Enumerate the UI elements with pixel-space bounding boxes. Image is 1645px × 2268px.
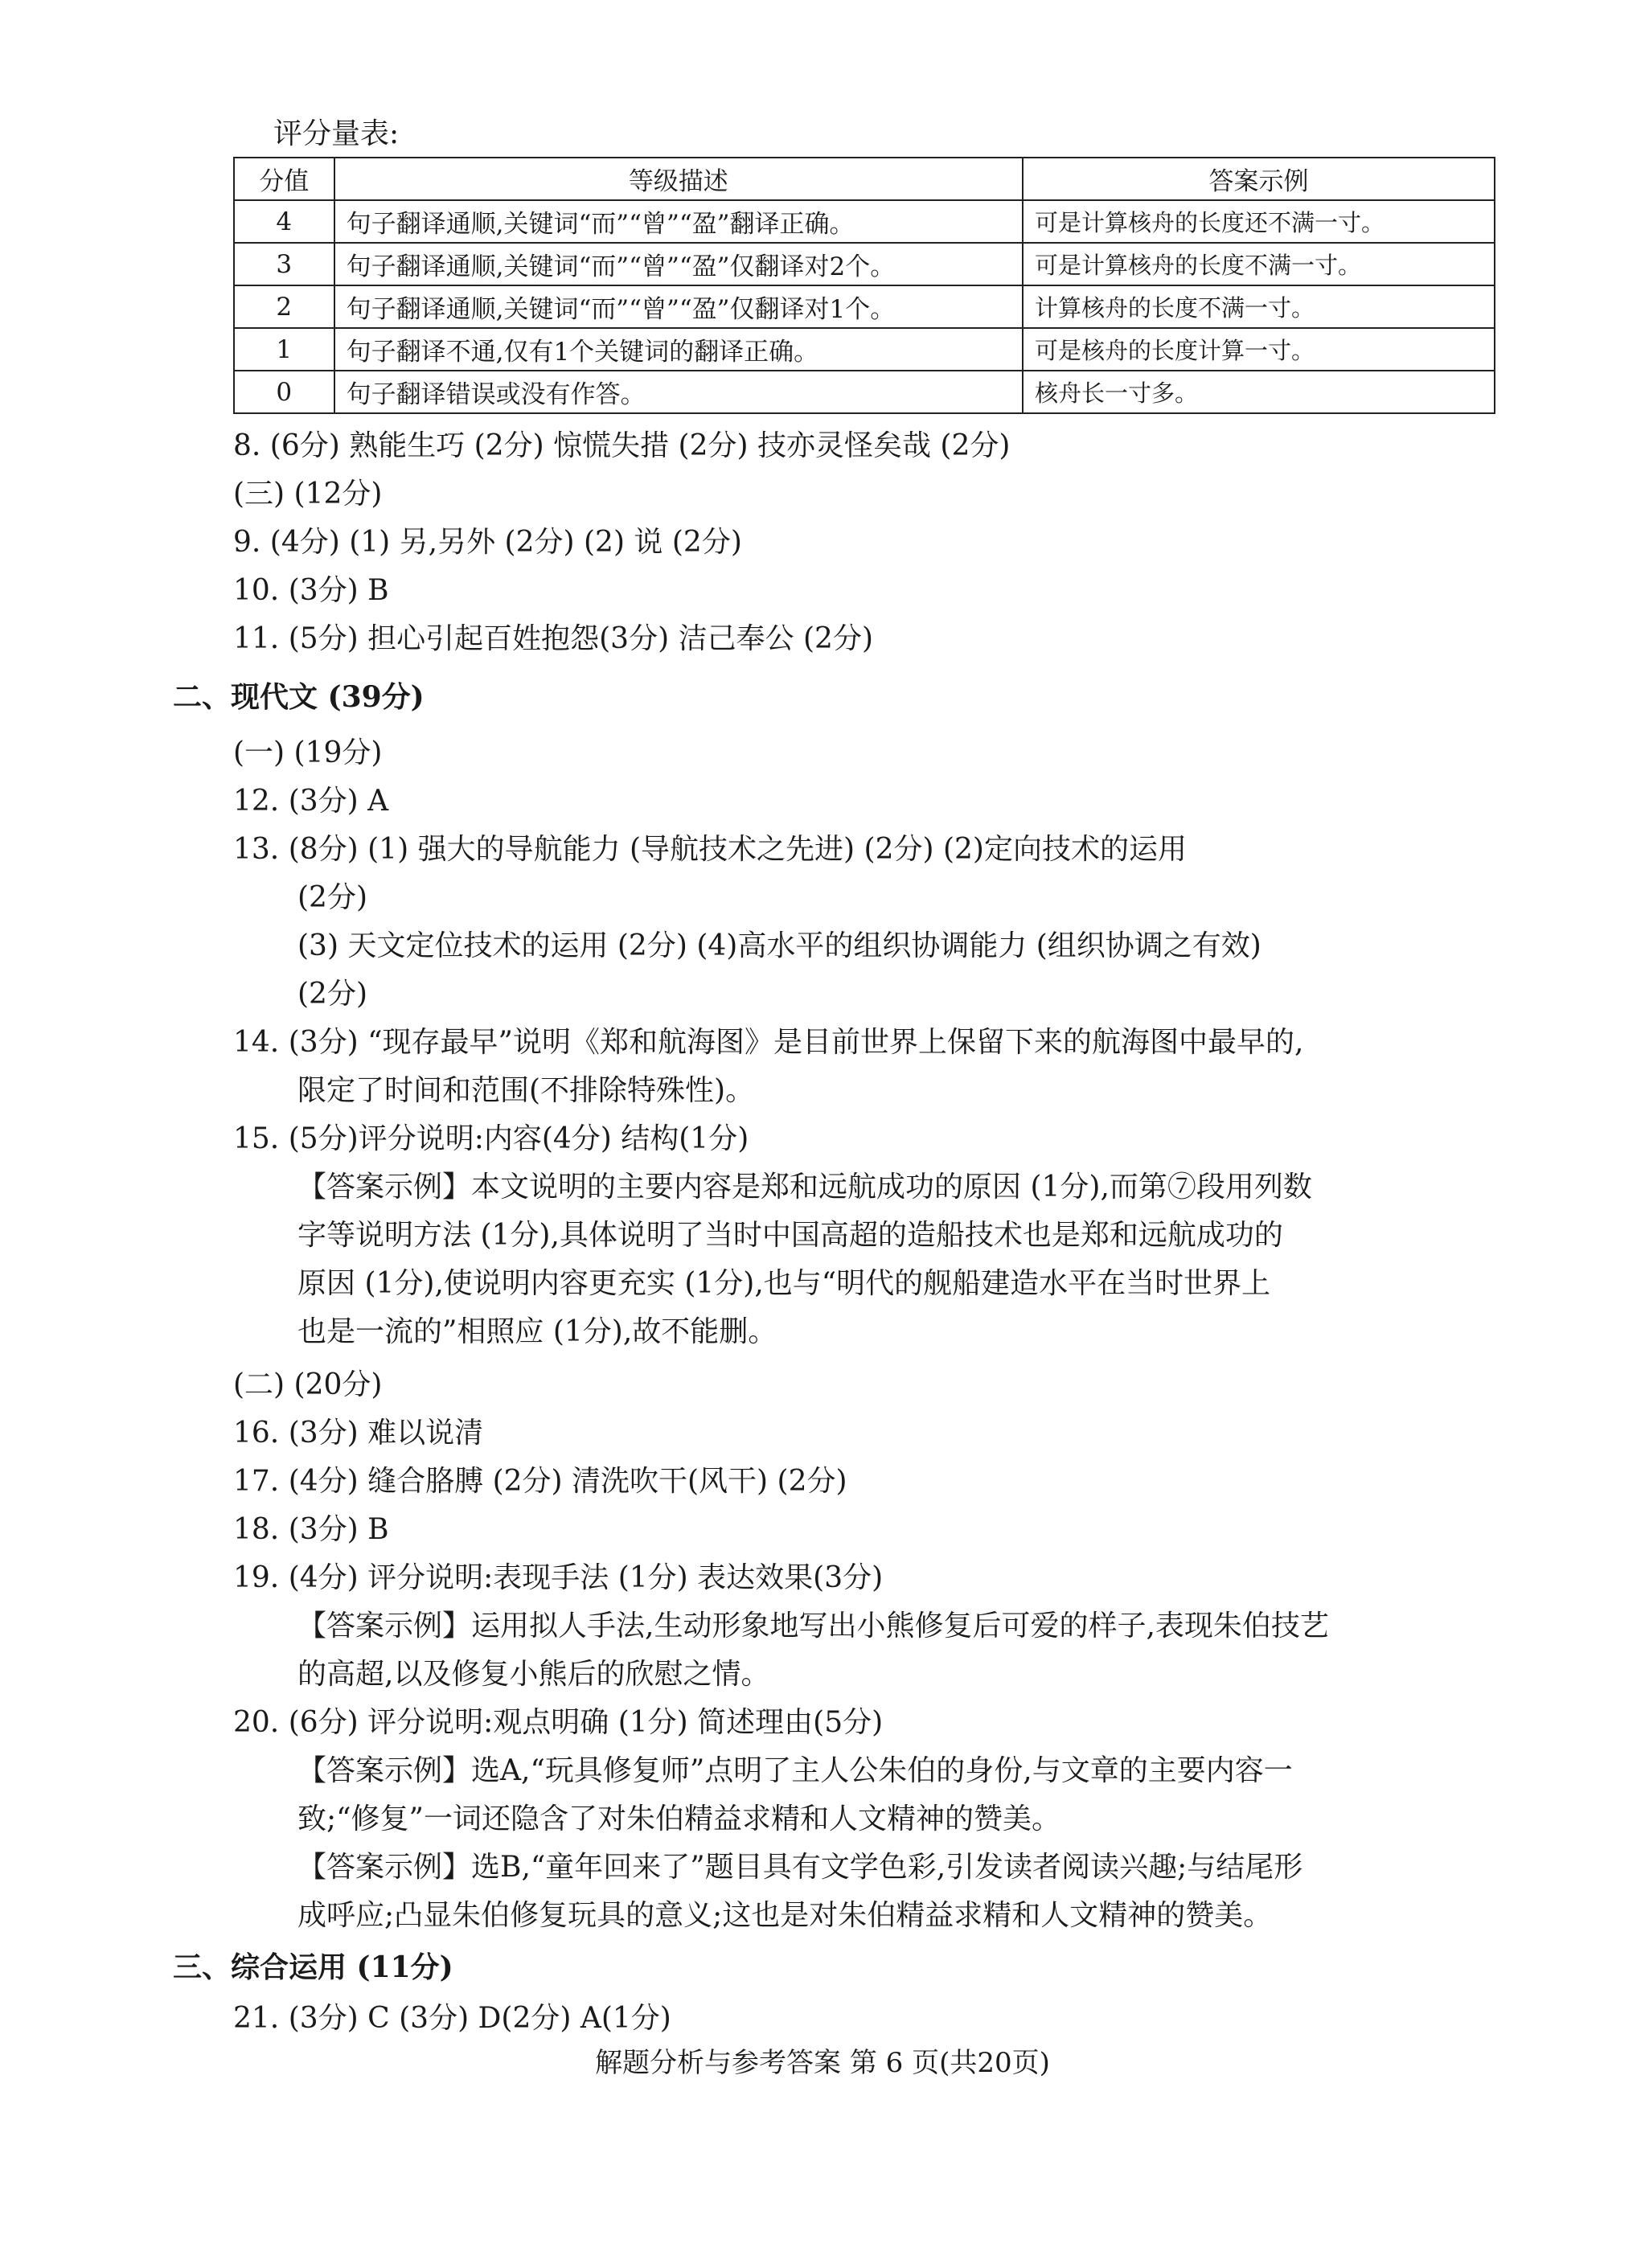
table-row [234, 371, 1495, 413]
score-cell: 1 [234, 328, 334, 371]
section-modern-text-heading: 二、现代文 (39分) [173, 680, 425, 714]
rubric-header-row [234, 158, 1495, 200]
subsection-1-heading: (一) (19分) [233, 736, 383, 769]
answer-q13-line4: (2分) [297, 978, 367, 1011]
table-row [234, 328, 1495, 371]
answer-q15-line5: 也是一流的”相照应 (1分),故不能删。 [297, 1315, 777, 1348]
description-cell: 句子翻译通顺,关键词“而”“曾”“盈”仅翻译对1个。 [334, 285, 1023, 328]
page-footer: 解题分析与参考答案 第 6 页(共20页) [595, 2047, 1050, 2079]
answer-q18: 18. (3分) B [233, 1513, 389, 1546]
answer-q15-line1: 15. (5分)评分说明:内容(4分) 结构(1分) [233, 1122, 749, 1155]
example-cell: 可是计算核舟的长度不满一寸。 [1023, 243, 1495, 285]
answer-q13-line3: (3) 天文定位技术的运用 (2分) (4)高水平的组织协调能力 (组织协调之有效) [297, 929, 1261, 962]
description-cell: 句子翻译错误或没有作答。 [334, 371, 1023, 413]
section-integrated-use-heading: 三、综合运用 (11分) [173, 1950, 453, 1984]
rubric-title: 评分量表: [273, 117, 400, 150]
answer-q13-line2: (2分) [297, 881, 367, 914]
answer-q13-line1: 13. (8分) (1) 强大的导航能力 (导航技术之先进) (2分) (2)定向技术的运用 [233, 833, 1187, 866]
score-cell: 2 [234, 285, 334, 328]
answer-q20-line2: 【答案示例】选A,“玩具修复师”点明了主人公朱伯的身份,与文章的主要内容一 [297, 1754, 1293, 1787]
subsection-3-heading: (三) (12分) [233, 478, 383, 511]
table-row [234, 285, 1495, 328]
answer-q14-line1: 14. (3分) “现存最早”说明《郑和航海图》是目前世界上保留下来的航海图中最早的, [233, 1026, 1304, 1059]
header-score: 分值 [234, 158, 334, 200]
answer-q11: 11. (5分) 担心引起百姓抱怨(3分) 洁己奉公 (2分) [233, 622, 874, 655]
answer-q15-line2: 【答案示例】本文说明的主要内容是郑和远航成功的原因 (1分),而第⑦段用列数 [297, 1171, 1312, 1204]
table-row [234, 243, 1495, 285]
answer-q15-line3: 字等说明方法 (1分),具体说明了当时中国高超的造船技术也是郑和远航成功的 [297, 1219, 1283, 1252]
answer-q20-line1: 20. (6分) 评分说明:观点明确 (1分) 简述理由(5分) [233, 1706, 884, 1739]
answer-q19-line1: 19. (4分) 评分说明:表现手法 (1分) 表达效果(3分) [233, 1561, 884, 1594]
description-cell: 句子翻译通顺,关键词“而”“曾”“盈”翻译正确。 [334, 200, 1023, 243]
score-cell: 4 [234, 200, 334, 243]
answer-q19-line3: 的高超,以及修复小熊后的欣慰之情。 [297, 1658, 770, 1691]
answer-q14-line2: 限定了时间和范围(不排除特殊性)。 [297, 1074, 755, 1107]
subsection-2-heading: (二) (20分) [233, 1368, 383, 1401]
example-cell: 核舟长一寸多。 [1023, 371, 1495, 413]
answer-q21: 21. (3分) C (3分) D(2分) A(1分) [233, 2002, 671, 2035]
answer-q9: 9. (4分) (1) 另,另外 (2分) (2) 说 (2分) [233, 526, 742, 559]
header-example: 答案示例 [1023, 158, 1495, 200]
answer-q15-line4: 原因 (1分),使说明内容更充实 (1分),也与“明代的舰船建造水平在当时世界上 [297, 1267, 1271, 1300]
description-cell: 句子翻译不通,仅有1个关键词的翻译正确。 [334, 328, 1023, 371]
score-cell: 3 [234, 243, 334, 285]
answer-q20-line4: 【答案示例】选B,“童年回来了”题目具有文学色彩,引发读者阅读兴趣;与结尾形 [297, 1851, 1303, 1884]
example-cell: 计算核舟的长度不满一寸。 [1023, 285, 1495, 328]
answer-q10: 10. (3分) B [233, 574, 389, 607]
score-cell: 0 [234, 371, 334, 413]
rubric-table [233, 157, 1495, 414]
answer-q16: 16. (3分) 难以说清 [233, 1417, 484, 1450]
table-row [234, 200, 1495, 243]
example-cell: 可是计算核舟的长度还不满一寸。 [1023, 200, 1495, 243]
answer-q17: 17. (4分) 缝合胳膊 (2分) 清洗吹干(风干) (2分) [233, 1465, 847, 1498]
answer-q20-line3: 致;“修复”一词还隐含了对朱伯精益求精和人文精神的赞美。 [297, 1803, 1060, 1835]
answer-q19-line2: 【答案示例】运用拟人手法,生动形象地写出小熊修复后可爱的样子,表现朱伯技艺 [297, 1610, 1329, 1643]
header-description: 等级描述 [334, 158, 1023, 200]
answer-q20-line5: 成呼应;凸显朱伯修复玩具的意义;这也是对朱伯精益求精和人文精神的赞美。 [297, 1899, 1273, 1932]
example-cell: 可是核舟的长度计算一寸。 [1023, 328, 1495, 371]
answer-q8: 8. (6分) 熟能生巧 (2分) 惊慌失措 (2分) 技亦灵怪矣哉 (2分) [233, 429, 1011, 462]
answer-q12: 12. (3分) A [233, 785, 389, 818]
description-cell: 句子翻译通顺,关键词“而”“曾”“盈”仅翻译对2个。 [334, 243, 1023, 285]
